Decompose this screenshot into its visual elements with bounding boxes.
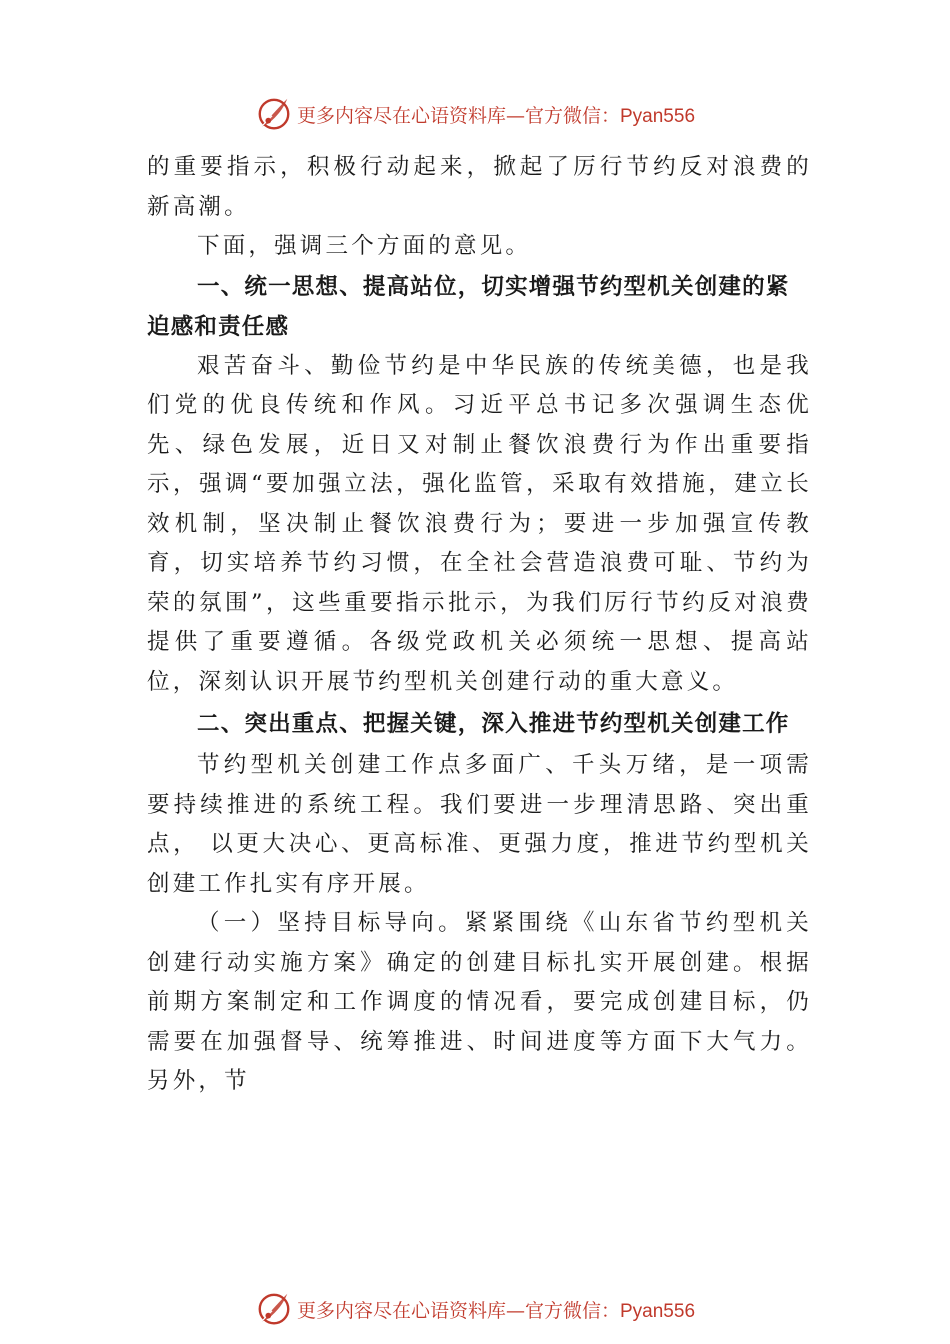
header-banner-inner [255,95,695,133]
section-heading-2: 二、突出重点、把握关键，深入推进节约型机关创建工作 [197,711,790,737]
section-heading-1: 一、统一思想、提高站位，切实增强节约型机关创建的紧迫感和责任感 [147,273,790,340]
footer-banner-wechat-label: 官方微信： [524,1299,620,1322]
footer-watermark-banner [0,1289,950,1329]
header-banner-wechat-label: 官方微信： [524,104,620,127]
paragraph-section-2: 节约型机关创建工作点多面广、千头万绪，是一项需要持续推进的系统工程。我们要进一步理清思路、突出重点， 以更大决心、更高标准、更强力度，推进节约型机关创建工作扎实有序开展。 [147,752,812,897]
quill-logo-icon [255,1290,293,1328]
header-banner-text [297,101,695,128]
footer-banner-text [297,1296,695,1323]
quill-logo-icon [255,95,293,133]
header-watermark-banner [0,94,950,134]
document-body [147,148,812,1102]
footer-banner-title: 更多内容尽在心语资料库 [296,1299,506,1322]
header-banner-wechat-id: Pyan556 [620,105,696,127]
footer-banner-dash: — [505,1299,525,1322]
paragraph-subsection-1: （一）坚持目标导向。紧紧围绕《山东省节约型机关创建行动实施方案》确定的创建目标扎实开展创建。根据前期方案制定和工作调度的情况看，要完成创建目标，仍需要在加强督导、统筹推进、时间进度等方面下大气力。另外，节 [147,910,812,1094]
footer-banner-inner [255,1290,695,1328]
footer-banner-wechat-id: Pyan556 [620,1300,696,1322]
paragraph-section-1: 艰苦奋斗、勤俭节约是中华民族的传统美德，也是我们党的优良传统和作风。习近平总书记多次强调生态优先、绿色发展，近日又对制止餐饮浪费行为作出重要指示，强调“要加强立法，强化监管，采取有效措施，建立长效机制，坚决制止餐饮浪费行为；要进一步加强宣传教育，切实培养节约习惯，在全社会营造浪费可耻、节约为荣的氛围”，这些重要指示批示，为我们厉行节约反对浪费提供了重要遵循。各级党政机关必须统一思想、提高站位，深刻认识开展节约型机关创建行动的重大意义。 [147,352,812,695]
paragraph-continuation: 的重要指示，积极行动起来，掀起了厉行节约反对浪费的新高潮。 [147,154,812,220]
header-banner-title: 更多内容尽在心语资料库 [296,104,506,127]
header-banner-dash: — [505,104,525,127]
paragraph-intro: 下面，强调三个方面的意见。 [197,233,532,259]
